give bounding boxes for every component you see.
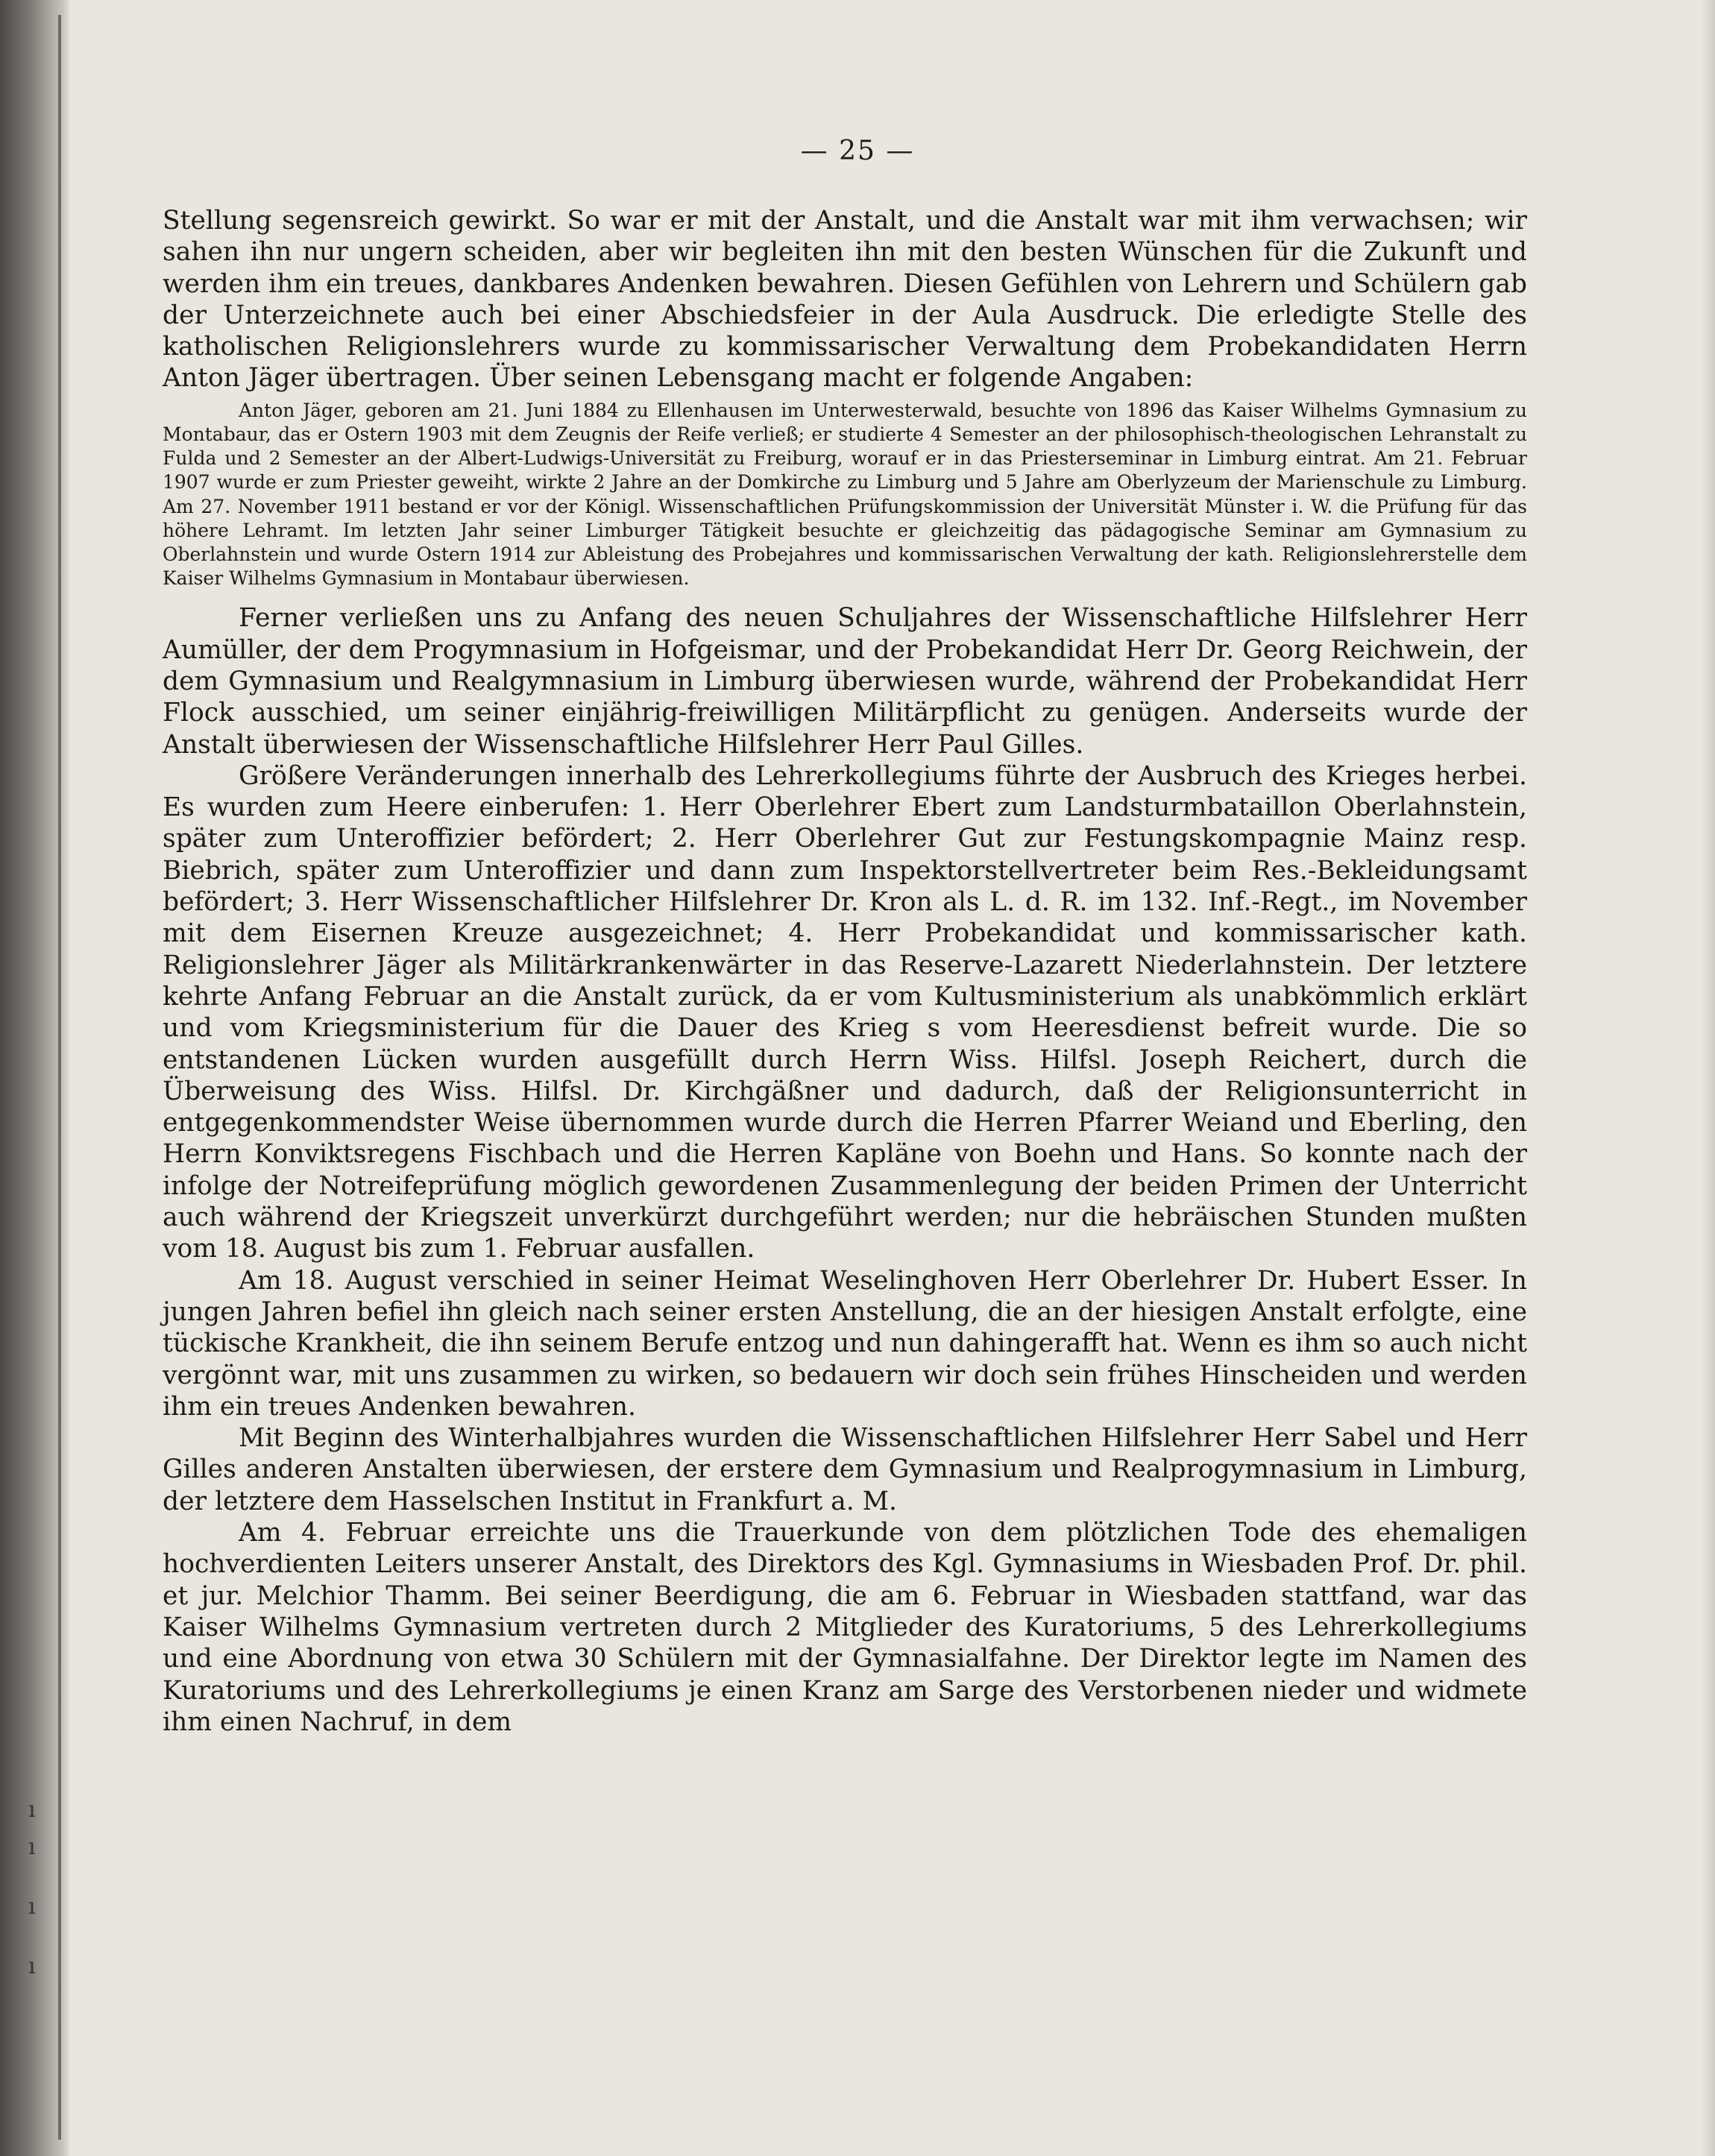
paragraph-stellung: Stellung segensreich gewirkt. So war er mit der Anstalt, und die Anstalt war mit ihm verwachsen; wir sahen ihn nur ungern scheiden, aber wir begleiten ihn mit den besten Wünschen für die Zukunft und werden ihm ein treues, dankbares Andenken bewahren. Diesen Gefühlen von Lehrern und Schülern gab der Unterzeichnete auch bei einer Abschiedsfeier in der Aula Ausdruck. Die erledigte Stelle des katholischen Religionslehrers wurde zu kommissarischer Verwaltung dem Probekandidaten Herrn Anton Jäger übertragen. Über seinen Lebensgang macht er folgende Angaben: — [163, 206, 1527, 394]
biography-jaeger: Anton Jäger, geboren am 21. Juni 1884 zu Ellenhausen im Unterwesterwald, besuchte von 1896 das Kaiser Wilhelms Gymnasium zu Montabaur, das er Ostern 1903 mit dem Zeugnis der Reife verließ; er studierte 4 Semester an der philosophisch-theologischen Lehranstalt zu Fulda und 2 Semester an der Albert-Ludwigs-Universität zu Freiburg, worauf er in das Priesterseminar in Limburg eintrat. Am 21. Februar 1907 wurde er zum Priester geweiht, wirkte 2 Jahre an der Domkirche zu Limburg und 5 Jahre am Oberlyzeum der Marienschule zu Limburg. Am 27. November 1911 bestand er vor der Königl. Wissenschaftlichen Prüfungskommission der Universität Münster i. W. die Prüfung für das höhere Lehramt. Im letzten Jahr seiner Limburger Tätigkeit besuchte er gleichzeitig das pädagogische Seminar am Gymnasium zu Oberlahnstein und wurde Ostern 1914 zur Ableistung des Probejahres und kommissarischen Verwaltung der kath. Religionslehrerstelle dem Kaiser Wilhelms Gymnasium in Montabaur überwiesen. — [163, 399, 1527, 590]
paragraph-thamm: Am 4. Februar erreichte uns die Trauerkunde von dem plötzlichen Tode des ehemaligen hochverdienten Leiters unserer Anstalt, des Direktors des Kgl. Gymnasiums in Wiesbaden Prof. Dr. phil. et jur. Melchior Thamm. Bei seiner Beerdigung, die am 6. Februar in Wiesbaden stattfand, war das Kaiser Wilhelms Gymnasium vertreten durch 2 Mitglieder des Kuratoriums, 5 des Lehrerkollegiums und eine Abordnung von etwa 30 Schülern mit der Gymnasialfahne. Der Direktor legte im Namen des Kuratoriums und des Lehrerkollegiums je einen Kranz am Sarge des Verstorbenen nieder und widmete ihm einen Nachruf, in dem — [163, 1518, 1527, 1737]
paragraph-esser: Am 18. August verschied in seiner Heimat Weselinghoven Herr Oberlehrer Dr. Hubert Esser. In jungen Jahren befiel ihn gleich nach seiner ersten Anstellung, die an der hiesigen Anstalt erfolgte, eine tückische Krankheit, die ihn seinem Berufe entzog und nun dahingerafft hat. Wenn es ihm so auch nicht vergönnt war, mit uns zusammen zu wirken, so bedauern wir doch sein frühes Hinscheiden und werden ihm ein treues Andenken bewahren. — [163, 1265, 1527, 1422]
paragraph-kriege: Größere Veränderungen innerhalb des Lehrerkollegiums führte der Ausbruch des Krieges herbei. Es wurden zum Heere einberufen: 1. Herr Oberlehrer Ebert zum Landsturmbataillon Oberlahnstein, später zum Unteroffizier befördert; 2. Herr Oberlehrer Gut zur Festungskompagnie Mainz resp. Biebrich, später zum Unteroffizier und dann zum Inspektorstellvertreter beim Res.-Bekleidungsamt befördert; 3. Herr Wissenschaftlicher Hilfslehrer Dr. Kron als L. d. R. im 132. Inf.-Regt., im November mit dem Eisernen Kreuze ausgezeichnet; 4. Herr Probekandidat und kommissarischer kath. Religionslehrer Jäger als Militärkrankenwärter in das Reserve-Lazarett Niederlahnstein. Der letztere kehrte Anfang Februar an die Anstalt zurück, da er vom Kultusministerium als unabkömmlich erklärt und vom Kriegsministerium für die Dauer des Krieg s vom Heeresdienst befreit wurde. Die so entstandenen Lücken wurden ausgefüllt durch Herrn Wiss. Hilfsl. Joseph Reichert, durch die Überweisung des Wiss. Hilfsl. Dr. Kirchgäßner und dadurch, daß der Religionsunterricht in entgegenkommendster Weise übernommen wurde durch die Herren Pfarrer Weiand und Eberling, den Herrn Konviktsregens Fischbach und die Herren Kapläne von Boehn und Hans. So konnte nach der infolge der Notreifeprüfung möglich gewordenen Zusammenlegung der beiden Primen der Unterricht auch während der Kriegszeit unverkürzt durchgeführt werden; nur die hebräischen Stunden mußten vom 18. August bis zum 1. Februar ausfallen. — [163, 760, 1527, 1264]
margin-mark: ı — [28, 1797, 36, 1823]
margin-mark: ı — [28, 1834, 36, 1860]
page-body — [163, 205, 1527, 1738]
page-edge-shadow — [1702, 0, 1715, 2156]
paragraph-ferner: Ferner verließen uns zu Anfang des neuen Schuljahres der Wissenschaftliche Hilfslehrer Herr Aumüller, der dem Progymnasium in Hofgeismar, und der Probekandidat Herr Dr. Georg Reichwein, der dem Gymnasium und Realgymnasium in Limburg überwiesen wurde, während der Probekandidat Herr Flock ausschied, um seiner einjährig-freiwilligen Militärpflicht zu genügen. Anderseits wurde der Anstalt überwiesen der Wissenschaftliche Hilfslehrer Herr Paul Gilles. — [163, 603, 1527, 760]
page-number: — 25 — — [800, 136, 915, 166]
paragraph-winterhalbjahr: Mit Beginn des Winterhalbjahres wurden die Wissenschaftlichen Hilfslehrer Herr Sabel und Herr Gilles anderen Anstalten überwiesen, der erstere dem Gymnasium und Realprogymnasium in Limburg, der letztere dem Hasselschen Institut in Frankfurt a. M. — [163, 1423, 1527, 1516]
margin-mark: ı — [28, 1894, 36, 1920]
margin-mark: ı — [28, 1953, 36, 1979]
page-gutter-line — [58, 15, 61, 2140]
